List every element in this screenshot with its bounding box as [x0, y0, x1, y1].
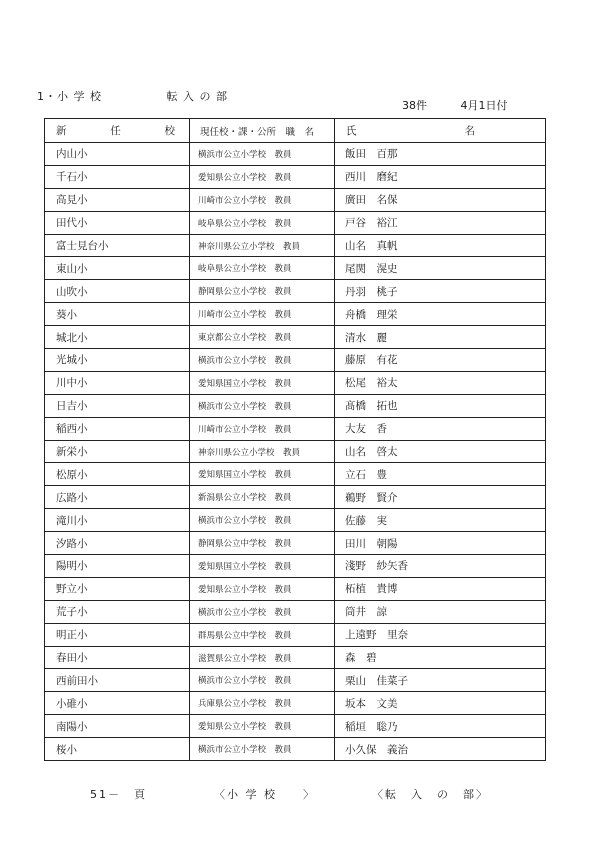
table-row	[45, 623, 546, 646]
teacher-name-cell: 上遠野 里奈	[335, 623, 546, 646]
new-school-cell: 東山小	[45, 257, 190, 280]
teacher-name-cell: 尾関 滉史	[335, 257, 546, 280]
current-post-cell: 新潟県公立小学校 教員	[190, 486, 335, 509]
current-post-cell: 愛知県公立小学校 教員	[190, 715, 335, 738]
new-school-cell: 稲西小	[45, 417, 190, 440]
current-post-cell: 横浜市公立小学校 教員	[190, 394, 335, 417]
table-row	[45, 715, 546, 738]
table-row	[45, 280, 546, 303]
current-post-cell: 静岡県公立中学校 教員	[190, 532, 335, 555]
new-school-cell: 光城小	[45, 349, 190, 372]
table-row	[45, 738, 546, 761]
teacher-name-cell: 山名 啓太	[335, 440, 546, 463]
table-row	[45, 211, 546, 234]
table-row	[45, 188, 546, 211]
teacher-name-cell: 佐藤 実	[335, 509, 546, 532]
table-row	[45, 692, 546, 715]
new-school-cell: 千石小	[45, 165, 190, 188]
new-school-cell: 広路小	[45, 486, 190, 509]
teacher-name-cell: 山名 真帆	[335, 234, 546, 257]
current-post-cell: 川崎市公立小学校 教員	[190, 188, 335, 211]
footer-kind: 〈転 入 の 部〉	[372, 788, 489, 801]
table-row	[45, 417, 546, 440]
table-row	[45, 532, 546, 555]
table-row	[45, 669, 546, 692]
current-post-cell: 愛知県国立小学校 教員	[190, 555, 335, 578]
teacher-name-cell: 立石 豊	[335, 463, 546, 486]
current-post-cell: 横浜市公立小学校 教員	[190, 669, 335, 692]
teacher-name-cell: 筒井 諒	[335, 600, 546, 623]
header-name: 氏 名	[335, 119, 546, 143]
table-row	[45, 646, 546, 669]
footer-page-number: 51－ 頁	[90, 788, 147, 801]
new-school-cell: 山吹小	[45, 280, 190, 303]
teacher-name-cell: 小久保 義治	[335, 738, 546, 761]
transfer-kind-label: 転 入 の 部	[166, 90, 228, 103]
table-row	[45, 440, 546, 463]
current-post-cell: 川崎市公立小学校 教員	[190, 417, 335, 440]
teacher-name-cell: 西川 磨紀	[335, 165, 546, 188]
new-school-cell: 西前田小	[45, 669, 190, 692]
teacher-name-cell: 坂本 文美	[335, 692, 546, 715]
table-row	[45, 165, 546, 188]
current-post-cell: 愛知県国立小学校 教員	[190, 463, 335, 486]
table-row	[45, 234, 546, 257]
table-row	[45, 577, 546, 600]
new-school-cell: 小碓小	[45, 692, 190, 715]
new-school-cell: 南陽小	[45, 715, 190, 738]
teacher-name-cell: 淺野 紗矢香	[335, 555, 546, 578]
current-post-cell: 東京都公立小学校 教員	[190, 326, 335, 349]
new-school-cell: 新栄小	[45, 440, 190, 463]
teacher-name-cell: 清水 麗	[335, 326, 546, 349]
new-school-cell: 桜小	[45, 738, 190, 761]
table-row	[45, 143, 546, 166]
header-new-school: 新 任 校	[45, 119, 190, 143]
header-current-post: 現任校・課・公所 職 名	[190, 119, 335, 143]
teacher-name-cell: 稲垣 聡乃	[335, 715, 546, 738]
teacher-name-cell: 廣田 名保	[335, 188, 546, 211]
teacher-name-cell: 柘植 貴博	[335, 577, 546, 600]
new-school-cell: 滝川小	[45, 509, 190, 532]
table-row	[45, 326, 546, 349]
current-post-cell: 岐阜県公立小学校 教員	[190, 211, 335, 234]
new-school-cell: 日吉小	[45, 394, 190, 417]
teacher-name-cell: 藤原 有花	[335, 349, 546, 372]
teacher-name-cell: 髙橋 拓也	[335, 394, 546, 417]
current-post-cell: 愛知県国立小学校 教員	[190, 371, 335, 394]
table-row	[45, 509, 546, 532]
document-meta	[402, 97, 508, 113]
teacher-name-cell: 飯田 百那	[335, 143, 546, 166]
current-post-cell: 静岡県公立小学校 教員	[190, 280, 335, 303]
teacher-name-cell: 舟橋 理栄	[335, 303, 546, 326]
table-row	[45, 486, 546, 509]
teacher-name-cell: 鵜野 賢介	[335, 486, 546, 509]
document-heading	[37, 88, 228, 104]
table-row	[45, 371, 546, 394]
current-post-cell: 神奈川県公立小学校 教員	[190, 234, 335, 257]
table-row	[45, 463, 546, 486]
current-post-cell: 兵庫県公立小学校 教員	[190, 692, 335, 715]
effective-date: 4月1日付	[460, 99, 508, 112]
table-body	[45, 143, 546, 761]
record-count: 38件	[402, 99, 427, 112]
table-row	[45, 600, 546, 623]
current-post-cell: 岐阜県公立小学校 教員	[190, 257, 335, 280]
footer-category: 〈小 学 校 〉	[214, 788, 316, 801]
teacher-name-cell: 田川 朝陽	[335, 532, 546, 555]
table-row	[45, 394, 546, 417]
new-school-cell: 川中小	[45, 371, 190, 394]
current-post-cell: 滋賀県公立小学校 教員	[190, 646, 335, 669]
new-school-cell: 汐路小	[45, 532, 190, 555]
new-school-cell: 富士見台小	[45, 234, 190, 257]
section-label: 1・小 学 校	[37, 90, 102, 103]
teacher-name-cell: 松尾 裕太	[335, 371, 546, 394]
current-post-cell: 横浜市公立小学校 教員	[190, 738, 335, 761]
current-post-cell: 横浜市公立小学校 教員	[190, 509, 335, 532]
new-school-cell: 明正小	[45, 623, 190, 646]
current-post-cell: 川崎市公立小学校 教員	[190, 303, 335, 326]
teacher-name-cell: 栗山 佳菜子	[335, 669, 546, 692]
current-post-cell: 横浜市公立小学校 教員	[190, 143, 335, 166]
new-school-cell: 松原小	[45, 463, 190, 486]
table-row	[45, 303, 546, 326]
new-school-cell: 城北小	[45, 326, 190, 349]
table-row	[45, 257, 546, 280]
teacher-name-cell: 丹羽 桃子	[335, 280, 546, 303]
new-school-cell: 野立小	[45, 577, 190, 600]
teacher-name-cell: 大友 香	[335, 417, 546, 440]
teacher-name-cell: 戸谷 裕江	[335, 211, 546, 234]
new-school-cell: 春田小	[45, 646, 190, 669]
new-school-cell: 陽明小	[45, 555, 190, 578]
new-school-cell: 田代小	[45, 211, 190, 234]
table-header-row	[45, 119, 546, 143]
current-post-cell: 横浜市公立小学校 教員	[190, 349, 335, 372]
current-post-cell: 愛知県公立小学校 教員	[190, 165, 335, 188]
transfer-roster-table	[44, 118, 546, 761]
new-school-cell: 葵小	[45, 303, 190, 326]
table-row	[45, 349, 546, 372]
current-post-cell: 神奈川県公立小学校 教員	[190, 440, 335, 463]
current-post-cell: 横浜市公立小学校 教員	[190, 600, 335, 623]
new-school-cell: 高見小	[45, 188, 190, 211]
current-post-cell: 愛知県公立小学校 教員	[190, 577, 335, 600]
current-post-cell: 群馬県公立中学校 教員	[190, 623, 335, 646]
table-row	[45, 555, 546, 578]
teacher-name-cell: 森 碧	[335, 646, 546, 669]
new-school-cell: 荒子小	[45, 600, 190, 623]
new-school-cell: 内山小	[45, 143, 190, 166]
